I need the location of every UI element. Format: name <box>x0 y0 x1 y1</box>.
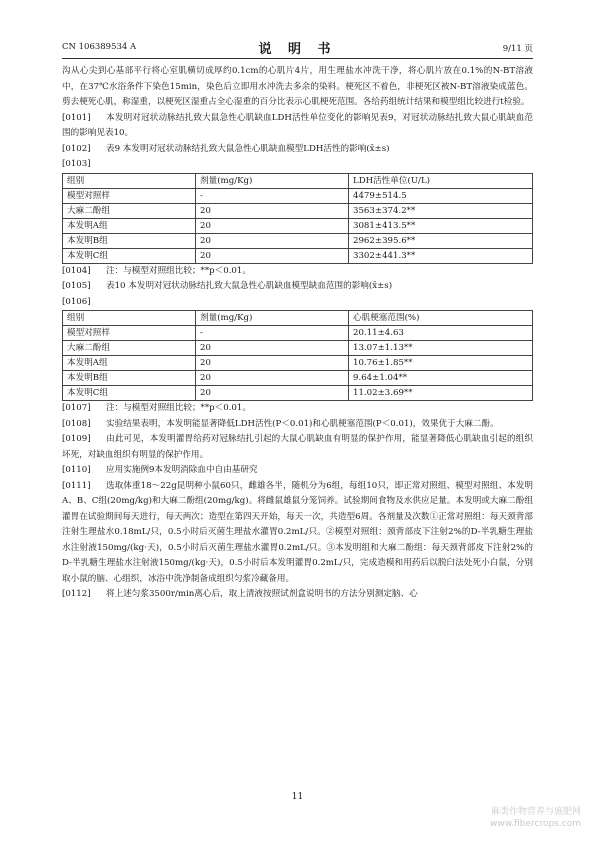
table-cell: 本发明A组 <box>63 356 196 371</box>
table-cell: 20 <box>196 341 349 356</box>
table-row <box>63 326 533 341</box>
table-cell: 20 <box>196 248 349 263</box>
publication-number: CN 106389534 A <box>62 42 137 52</box>
table-header-cell: LDH活性单位(U/L) <box>349 173 533 188</box>
para-text: 由此可见，本发明灌胃给药对冠脉结扎引起的大鼠心肌缺血有明显的保护作用，能显著降低心肌缺血引起的组织坏死，对缺血组织有明显的保护作用。 <box>62 434 533 460</box>
section-heading: 应用实施例9本发明消除血中自由基研究 <box>106 465 258 475</box>
para-tag: [0104] <box>62 265 91 276</box>
paragraph-0110 <box>62 463 533 479</box>
watermark-site-name: 麻类作物营养与施肥网 <box>490 807 581 817</box>
table-9 <box>62 173 533 264</box>
table-header-cell: 组别 <box>63 311 196 326</box>
para-text: 将上述匀浆3500r/min离心后，取上清液按照试剂盒说明书的方法分别测定脑、心 <box>106 589 418 599</box>
table-cell: 20 <box>196 356 349 371</box>
table-cell: 本发明A组 <box>63 218 196 233</box>
table-cell: 20 <box>196 233 349 248</box>
para-tag: [0105] <box>62 281 91 291</box>
table-cell: 20.11±4.63 <box>349 326 533 341</box>
table-cell: 本发明B组 <box>63 371 196 386</box>
intro-paragraph: 沟从心尖到心基部平行将心室肌横切成厚约0.1cm的心肌片4片，用生理盐水冲洗干净，将心肌片放在0.1%的N-BT溶液中，在37℃水浴条件下染色15min，染色后立即用水冲洗去多余的染料。梗死区不着色，非梗死区被N-BT溶液染成蓝色。剪去梗死心肌，称湿重，以梗死区湿重占全心湿重的百分比表示心肌梗死范围。各给药组统计结果和模型组比较进行t检验。 <box>62 66 533 107</box>
table-cell: 20 <box>196 218 349 233</box>
para-tag: [0106] <box>62 296 91 307</box>
table-cell: 模型对照样 <box>63 188 196 203</box>
paragraph-0111 <box>62 479 533 588</box>
para-tag: [0107] <box>62 403 91 413</box>
para-tag: [0109] <box>62 434 91 444</box>
paragraph-0103 <box>62 157 533 173</box>
table-10 <box>62 310 533 401</box>
table9-note: 注：与模型对照组比较；**p＜0.01。 <box>106 265 251 276</box>
watermark-url: www.fibercrops.com <box>490 819 581 829</box>
paragraph-0109 <box>62 432 533 463</box>
table-cell: 3302±441.3** <box>349 248 533 263</box>
table9-caption: 表9 本发明对冠状动脉结扎致大鼠急性心肌缺血模型LDH活性的影响(x̄±s) <box>106 143 390 154</box>
table-row <box>63 386 533 401</box>
table-cell: - <box>196 188 349 203</box>
table10-caption: 表10 本发明对冠状动脉结扎致大鼠急性心肌缺血模型缺血范围的影响(x̄±s) <box>106 281 393 291</box>
page-number: 11 <box>291 792 304 802</box>
paragraph-0101 <box>62 111 533 142</box>
paragraph-0108 <box>62 417 533 433</box>
table-cell: 10.76±1.85** <box>349 356 533 371</box>
para-tag: [0110] <box>62 465 91 475</box>
table-cell: 大麻二酚组 <box>63 203 196 218</box>
table-cell: 3563±374.2** <box>349 203 533 218</box>
para-tag: [0102] <box>62 143 91 154</box>
table-row <box>63 341 533 356</box>
para-tag: [0108] <box>62 418 91 429</box>
para-tag: [0111] <box>62 480 91 491</box>
paragraph-0104 <box>62 264 533 280</box>
table-cell: 4479±514.5 <box>349 188 533 203</box>
para-tag: [0112] <box>62 589 91 599</box>
table-header-cell: 心肌梗塞范围(%) <box>349 311 533 326</box>
para-text: 本发明对冠状动脉结扎致大鼠急性心肌缺血LDH活性单位变化的影响见表9，对冠状动脉结扎致大鼠心肌缺血范围的影响见表10。 <box>62 112 533 138</box>
page-indicator: 9/11 页 <box>502 44 533 54</box>
table-row <box>63 248 533 263</box>
para-text: 实验结果表明，本发明能显著降低LDH活性(P＜0.01)和心肌梗塞范围(P＜0.01)，效果优于大麻二酚。 <box>106 418 499 429</box>
page-header <box>62 38 533 56</box>
header-divider <box>62 58 533 59</box>
table-header-cell: 剂量(mg/Kg) <box>196 311 349 326</box>
table-cell: 11.02±3.69** <box>349 386 533 401</box>
paragraph-0105 <box>62 279 533 295</box>
table-cell: 本发明C组 <box>63 386 196 401</box>
table-cell: - <box>196 326 349 341</box>
table10-note: 注：与模型对照组比较；**p＜0.01。 <box>106 403 251 413</box>
table-row <box>63 356 533 371</box>
table-row <box>63 371 533 386</box>
table-header-cell: 剂量(mg/Kg) <box>196 173 349 188</box>
table-cell: 13.07±1.13** <box>349 341 533 356</box>
paragraph-0107 <box>62 401 533 417</box>
table-cell: 9.64±1.04** <box>349 371 533 386</box>
table-cell: 3081±413.5** <box>349 218 533 233</box>
paragraph-0102 <box>62 142 533 158</box>
table-cell: 本发明B组 <box>63 233 196 248</box>
table-cell: 20 <box>196 371 349 386</box>
table-row <box>63 188 533 203</box>
table-cell: 20 <box>196 203 349 218</box>
document-body <box>62 64 533 603</box>
table-cell: 大麻二酚组 <box>63 341 196 356</box>
watermark <box>490 806 581 830</box>
table-row <box>63 218 533 233</box>
document-title: 说 明 书 <box>258 42 337 57</box>
table-header-row <box>63 311 533 326</box>
table-row <box>63 203 533 218</box>
table-cell: 本发明C组 <box>63 248 196 263</box>
table-cell: 20 <box>196 386 349 401</box>
paragraph-0112 <box>62 587 533 603</box>
table-row <box>63 233 533 248</box>
table-header-row <box>63 173 533 188</box>
table-cell: 模型对照样 <box>63 326 196 341</box>
table-cell: 2962±395.6** <box>349 233 533 248</box>
para-text: 选取体重18～22g昆明种小鼠60只，雌雄各半，随机分为6组，每组10只，即正常对照组、模型对照组、本发明A、B、C组(20mg/kg)和大麻二酚组(20mg/kg)。将雌鼠雄鼠分笼饲养。试验期间食物及水供应足量。本发明或大麻二酚组灌胃在试验期间每天进行，每天两次；造型在第四天开始，每天一次，共造型6周。各剂量及次数①正常对照组：每天颈背部注射生理盐水0.18mL/只，0.5小时后灭菌生理盐水灌胃0.2mL/只。②模型对照组：颈背部皮下注射2%的D-半乳糖生理盐水注射液150mg/(kg·天)，0.5小时后灭菌生理盐水灌胃0.2mL/只。③本发明组和大麻二酚组：每天颈背部皮下注射2%的D-半乳糖生理盐水注射液150mg/(kg·天)，0.5小时后本发明灌胃0.2mL/只，完成造模和用药后以脱臼法处死小白鼠，分别取小鼠的脑、心组织，冰浴中洗净制备成组织匀浆冷藏备用。 <box>62 480 533 584</box>
para-tag: [0101] <box>62 112 91 123</box>
paragraph-0106 <box>62 295 533 311</box>
table-header-cell: 组别 <box>63 173 196 188</box>
para-tag: [0103] <box>62 159 91 169</box>
